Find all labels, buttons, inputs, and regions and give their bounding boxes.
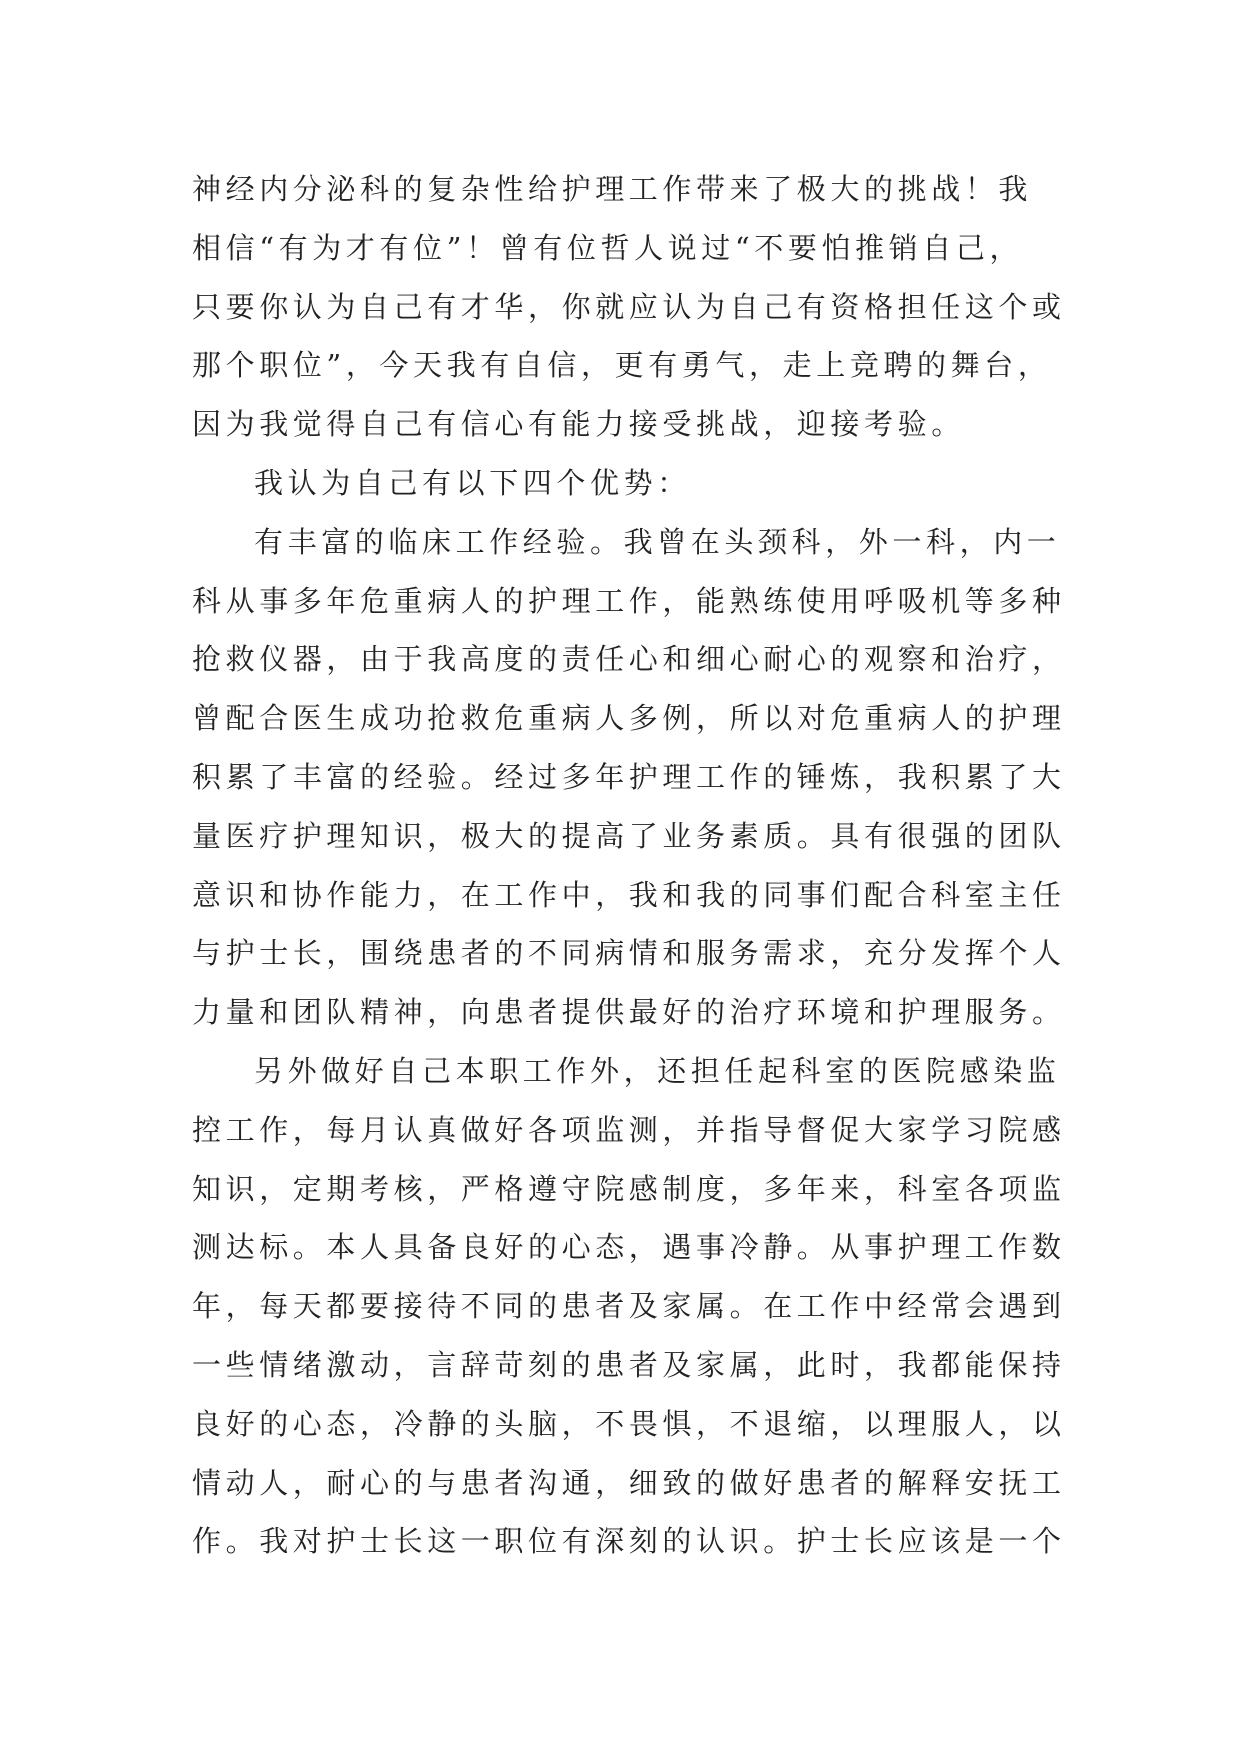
text-line: 神经内分泌科的复杂性给护理工作带来了极大的挑战！我: [192, 172, 1033, 206]
text-line: 情动人，耐心的与患者沟通，细致的做好患者的解释安抚工: [192, 1465, 1066, 1500]
text-line: 量医疗护理知识，极大的提高了业务素质。具有很强的团队: [192, 818, 1066, 853]
text-line: 积累了丰富的经验。经过多年护理工作的锤炼，我积累了大: [192, 759, 1066, 794]
text-line: 控工作，每月认真做好各项监测，并指导督促大家学习院感: [192, 1112, 1066, 1147]
text-line: 科从事多年危重病人的护理工作，能熟练使用呼吸机等多种: [192, 583, 1066, 618]
text-line: 与护士长，围绕患者的不同病情和服务需求，充分发挥个人: [192, 936, 1066, 971]
text-line: 只要你认为自己有才华，你就应认为自己有资格担任这个或: [192, 289, 1066, 324]
text-line: 力量和团队精神，向患者提供最好的治疗环境和护理服务。: [192, 995, 1066, 1030]
text-line: 知识，定期考核，严格遵守院感制度，多年来，科室各项监: [192, 1171, 1066, 1206]
text-line: 我认为自己有以下四个优势：: [254, 465, 691, 500]
text-line: 曾配合医生成功抢救危重病人多例，所以对危重病人的护理: [192, 701, 1066, 736]
text-line: 有丰富的临床工作经验。我曾在头颈科，外一科，内一: [254, 524, 1061, 559]
text-line: 另外做好自己本职工作外，还担任起科室的医院感染监: [254, 1053, 1061, 1088]
text-line: 抢救仪器，由于我高度的责任心和细心耐心的观察和治疗，: [192, 642, 1066, 677]
text-line: 相信“有为才有位”！曾有位哲人说过“不要怕推销自己，: [192, 230, 1024, 265]
text-line: 因为我觉得自己有信心有能力接受挑战，迎接考验。: [192, 407, 965, 442]
text-line: 测达标。本人具备良好的心态，遇事冷静。从事护理工作数: [192, 1230, 1066, 1265]
text-line: 良好的心态，冷静的头脑，不畏惧，不退缩，以理服人，以: [192, 1406, 1066, 1441]
document-body: [192, 160, 1066, 1571]
text-line: 年，每天都要接待不同的患者及家属。在工作中经常会遇到: [192, 1289, 1066, 1324]
text-line: 那个职位”，今天我有自信，更有勇气，走上竞聘的舞台，: [192, 348, 1052, 383]
text-line: 意识和协作能力，在工作中，我和我的同事们配合科室主任: [192, 877, 1066, 912]
text-line: 作。我对护士长这一职位有深刻的认识。护士长应该是一个: [192, 1524, 1066, 1559]
text-line: 一些情绪激动，言辞苛刻的患者及家属，此时，我都能保持: [192, 1347, 1066, 1382]
